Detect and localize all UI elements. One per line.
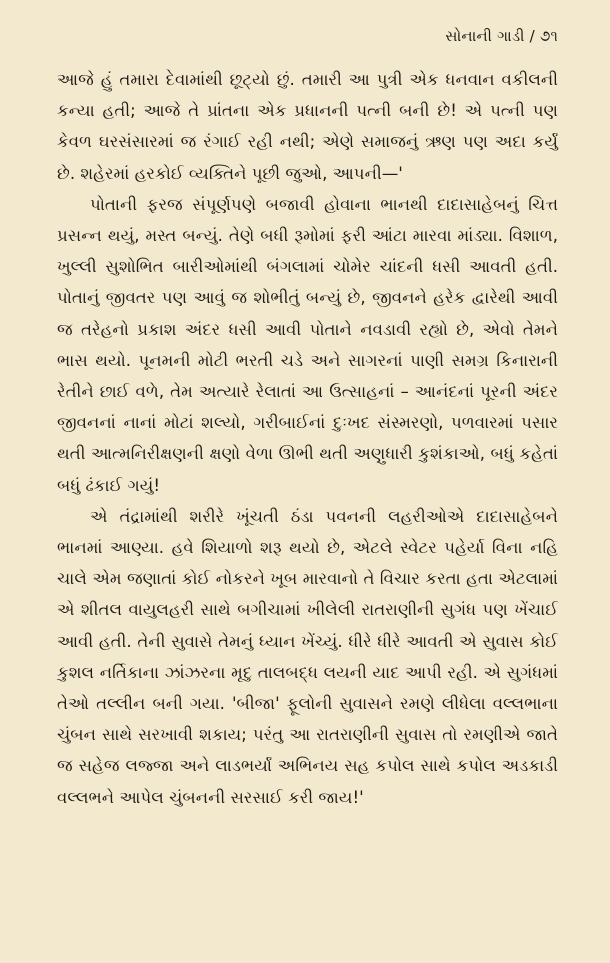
running-header: સોનાની ગાડી / ૭૧ <box>445 27 558 45</box>
paragraph-1: આજે હું તમારા દેવામાંથી છૂટ્યો છું. તમારી આ પુત્રી એક ધનવાન વકીલની કન્યા હતી; આજે તે પ્રાંતના એક પ્રધાનની પત્ની બની છે! એ પત્ની પણ કેવળ ઘરસંસારમાં જ રંગાઈ રહી નથી; એણે સમાજનું ઋણ પણ અદા કર્યું છે. શહેરમાં હરકોઈ વ્યક્તિને પૂછી જુઓ, આપની—' <box>57 70 558 183</box>
paragraph-3: એ તંદ્રામાંથી શરીરે ખૂંચતી ઠંડા પવનની લહરીઓએ દાદાસાહેબને ભાનમાં આણ્યા. હવે શિયાળો શરૂ થયો છે, એટલે સ્વેટર પહેર્યા વિના નહિ ચાલે એમ જણાતાં કોઈ નોકરને ખૂબ મારવાનો તે વિચાર કરતા હતા એટલામાં એ શીતલ વાયુલહરી સાથે બગીચામાં ખીલેલી રાતરાણીની સુગંધ પણ ખેંચાઈ આવી હતી. તેની સુવાસે તેમનું ધ્યાન ખેંચ્યું. ધીરે ધીરે આવતી એ સુવાસ કોઈ કુશલ નર્તિકાના ઝાંઝરના મૃદુ તાલબદ્ધ લયની યાદ આપી રહી. એ સુગંધમાં તેઓ તલ્લીન બની ગયા. 'બીજા' ફૂલોની સુવાસને રમણે લીધેલા વલ્લભાના ચુંબન સાથે સરખાવી શકાય; પરંતુ આ રાતરાણીની સુવાસ તો રમણીએ જાતે જ સહેજ લજ્જા અને લાડભર્યાં અભિનય સહ કપોલ સાથે કપોલ અડકાડી વલ્લભને આપેલ ચુંબનની સરસાઈ કરી જાય!' <box>57 506 558 807</box>
paragraph-2: પોતાની ફરજ સંપૂર્ણપણે બજાવી હોવાના ભાનથી દાદાસાહેબનું ચિત્ત પ્રસન્ન થયું, મસ્ત બન્યું. તેણે બધી રૂમોમાં ફરી આંટા મારવા માંડ્યા. વિશાળ, ખુલ્લી સુશોભિત બારીઓમાંથી બંગલામાં ચોમેર ચાંદની ધસી આવતી હતી. પોતાનું જીવતર પણ આવું જ શોભીતું બન્યું છે, જીવનને હરેક દ્વારેથી આવી જ તરેહનો પ્રકાશ અંદર ધસી આવી પોતાને નવડાવી રહ્યો છે, એવો તેમને ભાસ થયો. પૂનમની મોટી ભરતી ચડે અને સાગરનાં પાણી સમગ્ર કિનારાની રેતીને છાઈ વળે, તેમ અત્યારે રેલાતાં આ ઉત્સાહનાં – આનંદનાં પૂરની અંદર જીવનનાં નાનાં મોટાં શલ્યો, ગરીબાઈનાં દુઃખદ સંસ્મરણો, પળવારમાં પસાર થતી આત્મનિરીક્ષણની ક્ષણો વેળા ઊભી થતી અણુધારી કુશંકાઓ, બધું કહેતાં બધું ઢંકાઈ ગયું! <box>57 194 558 495</box>
